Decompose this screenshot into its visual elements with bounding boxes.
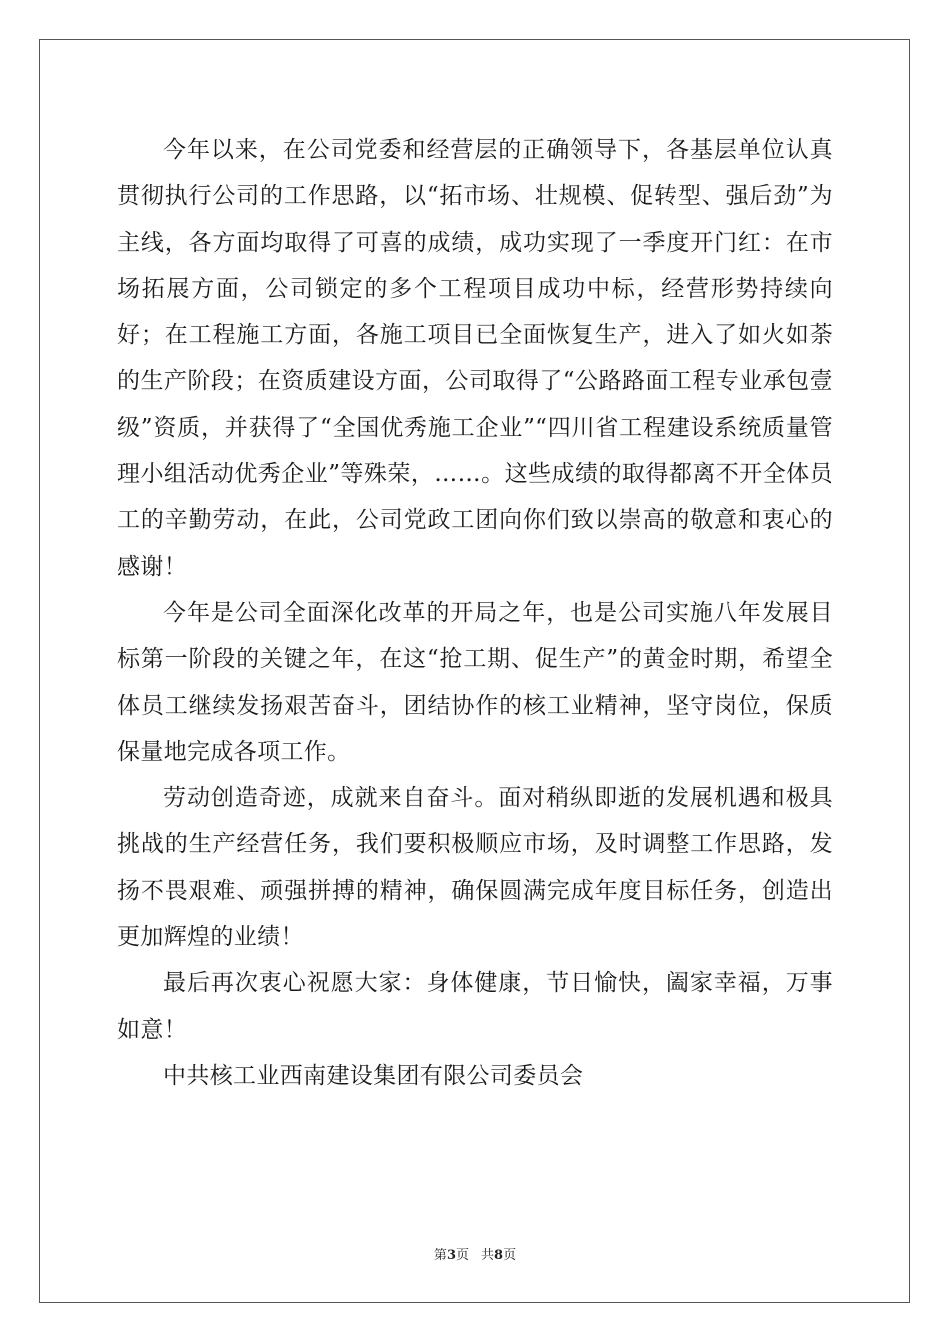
paragraph-4: 最后再次衷心祝愿大家：身体健康，节日愉快，阖家幸福，万事如意！ (117, 970, 833, 1043)
page-prefix: 第 (433, 1248, 447, 1263)
current-page-number: 3 (446, 1248, 456, 1263)
paragraph-2: 今年是公司全面深化改革的开局之年，也是公司实施八年发展目标第一阶段的关键之年，在这“抢工期、促生产”的黄金时期，希望全体员工继续发扬艰苦奋斗，团结协作的核工业精神，坚守岗位，保质保量地完成各项工作。 (117, 599, 833, 765)
page-unit: 页 (455, 1248, 469, 1263)
total-page-number: 8 (494, 1248, 504, 1263)
total-prefix: 共 (481, 1248, 495, 1263)
document-body (117, 127, 833, 1099)
signature-line: 中共核工业西南建设集团有限公司委员会 (163, 1062, 584, 1089)
page-footer (0, 1244, 950, 1263)
paragraph-3: 劳动创造奇迹，成就来自奋斗。面对稍纵即逝的发展机遇和极具挑战的生产经营任务，我们要积极顺应市场，及时调整工作思路，发扬不畏艰难、顽强拼搏的精神，确保圆满完成年度目标任务，创造出更加辉煌的业绩！ (117, 785, 833, 951)
paragraph-1: 今年以来，在公司党委和经营层的正确领导下，各基层单位认真贯彻执行公司的工作思路，以“拓市场、壮规模、促转型、强后劲”为主线，各方面均取得了可喜的成绩，成功实现了一季度开门红：在市场拓展方面，公司锁定的多个工程项目成功中标，经营形势持续向好；在工程施工方面，各施工项目已全面恢复生产，进入了如火如荼的生产阶段；在资质建设方面，公司取得了“公路路面工程专业承包壹级”资质，并获得了“全国优秀施工企业”“四川省工程建设系统质量管理小组活动优秀企业”等殊荣，……。这些成绩的取得都离不开全体员工的辛勤劳动，在此，公司党政工团向你们致以崇高的敬意和衷心的感谢！ (117, 137, 833, 580)
total-unit: 页 (503, 1248, 517, 1263)
